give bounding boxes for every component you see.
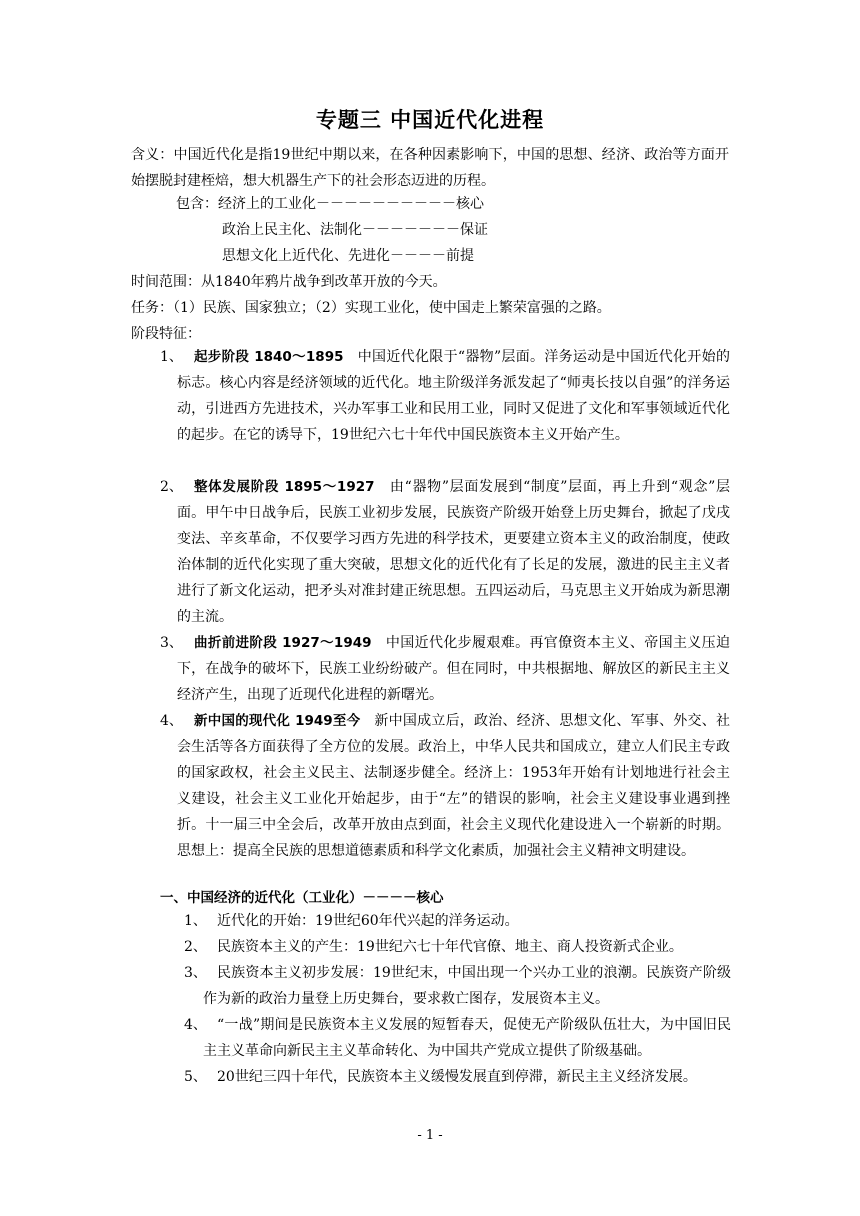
section-item: 20世纪三四十年代，民族资本主义缓慢发展直到停滞，新民主主义经济发展。 — [217, 1069, 697, 1085]
time-range-line: 时间范围：从1840年鸦片战争到改革开放的今天。 — [131, 274, 447, 290]
section-item: 近代化的开始：19世纪60年代兴起的洋务运动。 — [217, 913, 519, 929]
stage-number: 1、 — [160, 349, 183, 365]
section-item-number: 4、 — [184, 1017, 207, 1033]
stage-heading-text: 新中国的现代化 1949至今 — [194, 713, 361, 729]
section-item-number: 5、 — [184, 1069, 207, 1085]
stage-number: 4、 — [160, 713, 183, 729]
stage-text: 中国近代化限于“器物”层面。洋务运动是中国近代化开始的标志。核心内容是经济领域的近代化。地主阶级洋务派发起了“师夷长技以自强”的洋务运动，引进西方先进技术，兴办军事工业和民用工业，同时又促进了文化和军事领域近代化的起步。在它的诱导下，19世纪六七十年代中国民族资本主义开始产生。 — [177, 349, 730, 443]
stage-number: 3、 — [160, 635, 183, 651]
includes-line-1: 包含：经济上的工业化－－－－－－－－－－核心 — [176, 196, 484, 212]
section-item-number: 3、 — [184, 965, 207, 981]
stage-number: 2、 — [160, 479, 183, 495]
stage-paragraph — [177, 630, 730, 708]
section-item: 民族资本主义初步发展：19世纪末，中国出现一个兴办工业的浪潮。民族资产阶级作为新的政治力量登上历史舞台，要求救亡图存，发展资本主义。 — [203, 965, 731, 1007]
section-item-number: 2、 — [184, 939, 207, 955]
section-item-number: 1、 — [184, 913, 207, 929]
stage-paragraph — [177, 474, 730, 630]
page-number: - 1 - — [417, 1128, 443, 1143]
meaning-paragraph: 含义：中国近代化是指19世纪中期以来，在各种因素影响下，中国的思想、经济、政治等方面开始摆脱封建桎焙，想大机器生产下的社会形态迈进的历程。 — [131, 147, 729, 189]
section-item: 民族资本主义的产生：19世纪六七十年代官僚、地主、商人投资新式企业。 — [217, 939, 683, 955]
stage-heading-text: 曲折前进阶段 1927～1949 — [194, 635, 372, 651]
includes-line-3: 思想文化上近代化、先进化－－－－前提 — [222, 248, 474, 264]
stage-heading-text: 整体发展阶段 1895～1927 — [194, 479, 375, 495]
stage-text: 由“器物”层面发展到“制度”层面，再上升到“观念”层面。甲午中日战争后，民族工业初步发展，民族资产阶级开始登上历史舞台，掀起了戊戌变法、辛亥革命，不仅要学习西方先进的科学技术，更要建立资本主义的政治制度，使政治体制的近代化实现了重大突破，思想文化的近代化有了长足的发展，激进的民主主义者进行了新文化运动，把矛头对准封建正统思想。五四运动后，马克思主义开始成为新思潮的主流。 — [177, 479, 730, 625]
page-title: 专题三 中国近代化进程 — [315, 108, 545, 132]
stage-heading: 阶段特征： — [131, 326, 201, 342]
includes-line-2: 政治上民主化、法制化－－－－－－－保证 — [222, 222, 488, 238]
tasks-line: 任务：（1）民族、国家独立；（2）实现工业化，使中国走上繁荣富强的之路。 — [131, 300, 611, 316]
stage-paragraph — [177, 708, 730, 864]
section-item: “一战”期间是民族资本主义发展的短暂春天，促使无产阶级队伍壮大，为中国旧民主主义革命向新民主主义革命转化、为中国共产党成立提供了阶级基础。 — [203, 1017, 731, 1059]
stage-text: 中国近代化步履艰难。再官僚资本主义、帝国主义压迫下，在战争的破坏下，民族工业纷纷破产。但在同时，中共根据地、解放区的新民主主义经济产生，出现了近现代化进程的新曙光。 — [177, 635, 730, 703]
stage-text: 新中国成立后，政治、经济、思想文化、军事、外交、社会生活等各方面获得了全方位的发展。政治上，中华人民共和国成立，建立人们民主专政的国家政权，社会主义民主、法制逐步健全。经济上：1953年开始有计划地进行社会主义建设，社会主义工业化开始起步，由于“左”的错误的影响，社会主义建设事业遇到挫折。十一届三中全会后，改革开放由点到面，社会主义现代化建设进入一个崭新的时期。思想上：提高全民族的思想道德素质和科学文化素质，加强社会主义精神文明建设。 — [177, 713, 731, 859]
stage-paragraph — [177, 344, 730, 448]
section-heading: 一、中国经济的近代化（工业化）－－－－核心 — [160, 890, 444, 906]
stage-heading-text: 起步阶段 1840～1895 — [194, 349, 344, 365]
